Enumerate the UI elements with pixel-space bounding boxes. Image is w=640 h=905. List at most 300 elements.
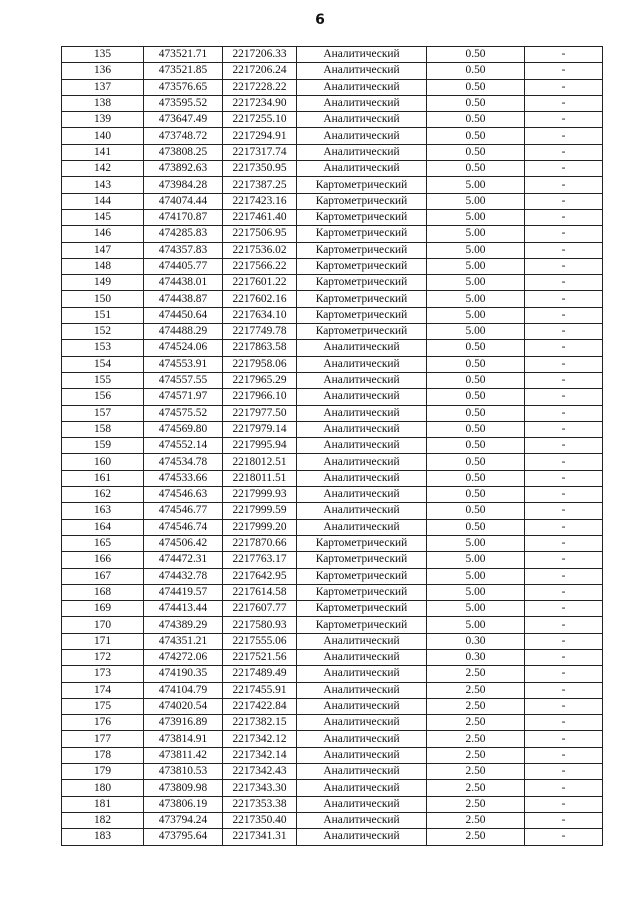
method-cell: Аналитический: [297, 161, 427, 177]
accuracy-cell: 2.50: [427, 796, 525, 812]
x-coordinate-cell: 474357.83: [144, 242, 223, 258]
method-cell: Картометрический: [297, 226, 427, 242]
note-cell: -: [525, 63, 603, 79]
note-cell: -: [525, 340, 603, 356]
x-coordinate-cell: 473576.65: [144, 79, 223, 95]
method-cell: Аналитический: [297, 63, 427, 79]
accuracy-cell: 0.50: [427, 372, 525, 388]
x-coordinate-cell: 473916.89: [144, 715, 223, 731]
y-coordinate-cell: 2217566.22: [223, 258, 297, 274]
table-row: [62, 63, 603, 79]
y-coordinate-cell: 2217966.10: [223, 389, 297, 405]
point-number-cell: 174: [62, 682, 144, 698]
x-coordinate-cell: 474571.97: [144, 389, 223, 405]
y-coordinate-cell: 2217999.20: [223, 519, 297, 535]
accuracy-cell: 0.50: [427, 63, 525, 79]
point-number-cell: 159: [62, 438, 144, 454]
table-row: [62, 780, 603, 796]
method-cell: Аналитический: [297, 503, 427, 519]
y-coordinate-cell: 2217870.66: [223, 535, 297, 551]
method-cell: Аналитический: [297, 633, 427, 649]
y-coordinate-cell: 2217341.31: [223, 829, 297, 845]
note-cell: -: [525, 633, 603, 649]
table-row: [62, 764, 603, 780]
method-cell: Аналитический: [297, 649, 427, 665]
method-cell: Аналитический: [297, 666, 427, 682]
x-coordinate-cell: 473810.53: [144, 764, 223, 780]
accuracy-cell: 0.50: [427, 340, 525, 356]
note-cell: -: [525, 731, 603, 747]
note-cell: -: [525, 584, 603, 600]
note-cell: -: [525, 177, 603, 193]
method-cell: Аналитический: [297, 698, 427, 714]
x-coordinate-cell: 474569.80: [144, 421, 223, 437]
y-coordinate-cell: 2217555.06: [223, 633, 297, 649]
table-row: [62, 829, 603, 845]
x-coordinate-cell: 474285.83: [144, 226, 223, 242]
y-coordinate-cell: 2217863.58: [223, 340, 297, 356]
table-row: [62, 47, 603, 63]
note-cell: -: [525, 829, 603, 845]
accuracy-cell: 5.00: [427, 307, 525, 323]
table-row: [62, 177, 603, 193]
point-number-cell: 161: [62, 470, 144, 486]
method-cell: Аналитический: [297, 405, 427, 421]
point-number-cell: 149: [62, 275, 144, 291]
point-number-cell: 166: [62, 552, 144, 568]
table-row: [62, 307, 603, 323]
y-coordinate-cell: 2217387.25: [223, 177, 297, 193]
y-coordinate-cell: 2217206.33: [223, 47, 297, 63]
accuracy-cell: 0.50: [427, 128, 525, 144]
accuracy-cell: 0.50: [427, 389, 525, 405]
table-row: [62, 649, 603, 665]
method-cell: Картометрический: [297, 275, 427, 291]
table-row: [62, 258, 603, 274]
table-row: [62, 340, 603, 356]
note-cell: -: [525, 487, 603, 503]
point-number-cell: 153: [62, 340, 144, 356]
point-number-cell: 139: [62, 112, 144, 128]
note-cell: -: [525, 552, 603, 568]
x-coordinate-cell: 473521.71: [144, 47, 223, 63]
method-cell: Аналитический: [297, 356, 427, 372]
table-row: [62, 405, 603, 421]
table-row: [62, 128, 603, 144]
method-cell: Картометрический: [297, 601, 427, 617]
y-coordinate-cell: 2217999.93: [223, 487, 297, 503]
method-cell: Аналитический: [297, 812, 427, 828]
y-coordinate-cell: 2218012.51: [223, 454, 297, 470]
coordinates-table-body: [62, 47, 603, 846]
table-row: [62, 454, 603, 470]
x-coordinate-cell: 473808.25: [144, 144, 223, 160]
point-number-cell: 154: [62, 356, 144, 372]
method-cell: Аналитический: [297, 47, 427, 63]
x-coordinate-cell: 474405.77: [144, 258, 223, 274]
accuracy-cell: 5.00: [427, 291, 525, 307]
note-cell: -: [525, 95, 603, 111]
y-coordinate-cell: 2217506.95: [223, 226, 297, 242]
point-number-cell: 152: [62, 324, 144, 340]
table-row: [62, 193, 603, 209]
x-coordinate-cell: 474438.87: [144, 291, 223, 307]
point-number-cell: 158: [62, 421, 144, 437]
method-cell: Аналитический: [297, 128, 427, 144]
y-coordinate-cell: 2217353.38: [223, 796, 297, 812]
x-coordinate-cell: 474450.64: [144, 307, 223, 323]
y-coordinate-cell: 2217342.14: [223, 747, 297, 763]
point-number-cell: 177: [62, 731, 144, 747]
note-cell: -: [525, 421, 603, 437]
note-cell: -: [525, 47, 603, 63]
point-number-cell: 175: [62, 698, 144, 714]
note-cell: -: [525, 112, 603, 128]
y-coordinate-cell: 2217455.91: [223, 682, 297, 698]
x-coordinate-cell: 473984.28: [144, 177, 223, 193]
y-coordinate-cell: 2217642.95: [223, 568, 297, 584]
page-number: 6: [315, 12, 325, 28]
accuracy-cell: 2.50: [427, 829, 525, 845]
point-number-cell: 157: [62, 405, 144, 421]
note-cell: -: [525, 812, 603, 828]
note-cell: -: [525, 79, 603, 95]
note-cell: -: [525, 372, 603, 388]
accuracy-cell: 5.00: [427, 584, 525, 600]
method-cell: Картометрический: [297, 242, 427, 258]
point-number-cell: 151: [62, 307, 144, 323]
table-row: [62, 487, 603, 503]
y-coordinate-cell: 2217607.77: [223, 601, 297, 617]
accuracy-cell: 2.50: [427, 747, 525, 763]
x-coordinate-cell: 474533.66: [144, 470, 223, 486]
method-cell: Аналитический: [297, 731, 427, 747]
x-coordinate-cell: 474553.91: [144, 356, 223, 372]
accuracy-cell: 5.00: [427, 601, 525, 617]
note-cell: -: [525, 193, 603, 209]
table-row: [62, 275, 603, 291]
table-row: [62, 144, 603, 160]
note-cell: -: [525, 796, 603, 812]
accuracy-cell: 5.00: [427, 209, 525, 225]
y-coordinate-cell: 2217965.29: [223, 372, 297, 388]
method-cell: Аналитический: [297, 780, 427, 796]
method-cell: Аналитический: [297, 95, 427, 111]
y-coordinate-cell: 2217763.17: [223, 552, 297, 568]
y-coordinate-cell: 2217422.84: [223, 698, 297, 714]
y-coordinate-cell: 2217234.90: [223, 95, 297, 111]
y-coordinate-cell: 2217228.22: [223, 79, 297, 95]
accuracy-cell: 5.00: [427, 193, 525, 209]
accuracy-cell: 0.50: [427, 421, 525, 437]
method-cell: Картометрический: [297, 584, 427, 600]
table-row: [62, 324, 603, 340]
x-coordinate-cell: 474506.42: [144, 535, 223, 551]
y-coordinate-cell: 2217489.49: [223, 666, 297, 682]
y-coordinate-cell: 2217958.06: [223, 356, 297, 372]
point-number-cell: 137: [62, 79, 144, 95]
note-cell: -: [525, 291, 603, 307]
method-cell: Картометрический: [297, 535, 427, 551]
note-cell: -: [525, 258, 603, 274]
accuracy-cell: 0.50: [427, 438, 525, 454]
point-number-cell: 147: [62, 242, 144, 258]
method-cell: Аналитический: [297, 340, 427, 356]
y-coordinate-cell: 2217343.30: [223, 780, 297, 796]
table-row: [62, 731, 603, 747]
note-cell: -: [525, 747, 603, 763]
method-cell: Аналитический: [297, 829, 427, 845]
note-cell: -: [525, 242, 603, 258]
x-coordinate-cell: 473748.72: [144, 128, 223, 144]
x-coordinate-cell: 474524.06: [144, 340, 223, 356]
method-cell: Картометрический: [297, 568, 427, 584]
y-coordinate-cell: 2217206.24: [223, 63, 297, 79]
table-row: [62, 698, 603, 714]
point-number-cell: 135: [62, 47, 144, 63]
table-row: [62, 209, 603, 225]
y-coordinate-cell: 2217382.15: [223, 715, 297, 731]
point-number-cell: 173: [62, 666, 144, 682]
point-number-cell: 150: [62, 291, 144, 307]
x-coordinate-cell: 474413.44: [144, 601, 223, 617]
x-coordinate-cell: 474272.06: [144, 649, 223, 665]
x-coordinate-cell: 474190.35: [144, 666, 223, 682]
point-number-cell: 146: [62, 226, 144, 242]
y-coordinate-cell: 2217601.22: [223, 275, 297, 291]
note-cell: -: [525, 568, 603, 584]
point-number-cell: 163: [62, 503, 144, 519]
method-cell: Аналитический: [297, 421, 427, 437]
note-cell: -: [525, 144, 603, 160]
x-coordinate-cell: 473809.98: [144, 780, 223, 796]
accuracy-cell: 0.50: [427, 161, 525, 177]
note-cell: -: [525, 226, 603, 242]
accuracy-cell: 0.50: [427, 487, 525, 503]
note-cell: -: [525, 535, 603, 551]
note-cell: -: [525, 405, 603, 421]
point-number-cell: 144: [62, 193, 144, 209]
y-coordinate-cell: 2217255.10: [223, 112, 297, 128]
x-coordinate-cell: 474552.14: [144, 438, 223, 454]
note-cell: -: [525, 438, 603, 454]
point-number-cell: 148: [62, 258, 144, 274]
table-row: [62, 242, 603, 258]
accuracy-cell: 2.50: [427, 764, 525, 780]
note-cell: -: [525, 470, 603, 486]
y-coordinate-cell: 2217521.56: [223, 649, 297, 665]
note-cell: -: [525, 275, 603, 291]
y-coordinate-cell: 2217614.58: [223, 584, 297, 600]
point-number-cell: 155: [62, 372, 144, 388]
y-coordinate-cell: 2217580.93: [223, 617, 297, 633]
accuracy-cell: 5.00: [427, 617, 525, 633]
note-cell: -: [525, 324, 603, 340]
accuracy-cell: 0.50: [427, 47, 525, 63]
accuracy-cell: 2.50: [427, 715, 525, 731]
y-coordinate-cell: 2217999.59: [223, 503, 297, 519]
x-coordinate-cell: 474170.87: [144, 209, 223, 225]
table-row: [62, 552, 603, 568]
table-row: [62, 812, 603, 828]
method-cell: Аналитический: [297, 519, 427, 535]
table-row: [62, 584, 603, 600]
point-number-cell: 136: [62, 63, 144, 79]
note-cell: -: [525, 764, 603, 780]
table-row: [62, 438, 603, 454]
accuracy-cell: 0.30: [427, 649, 525, 665]
point-number-cell: 179: [62, 764, 144, 780]
y-coordinate-cell: 2217995.94: [223, 438, 297, 454]
accuracy-cell: 2.50: [427, 698, 525, 714]
table-row: [62, 519, 603, 535]
point-number-cell: 181: [62, 796, 144, 812]
point-number-cell: 168: [62, 584, 144, 600]
x-coordinate-cell: 474104.79: [144, 682, 223, 698]
x-coordinate-cell: 473795.64: [144, 829, 223, 845]
accuracy-cell: 2.50: [427, 666, 525, 682]
note-cell: -: [525, 161, 603, 177]
accuracy-cell: 0.50: [427, 503, 525, 519]
accuracy-cell: 5.00: [427, 568, 525, 584]
accuracy-cell: 0.50: [427, 95, 525, 111]
note-cell: -: [525, 617, 603, 633]
y-coordinate-cell: 2217350.40: [223, 812, 297, 828]
y-coordinate-cell: 2217749.78: [223, 324, 297, 340]
table-row: [62, 682, 603, 698]
note-cell: -: [525, 503, 603, 519]
note-cell: -: [525, 389, 603, 405]
method-cell: Аналитический: [297, 747, 427, 763]
accuracy-cell: 2.50: [427, 731, 525, 747]
method-cell: Аналитический: [297, 454, 427, 470]
table-row: [62, 389, 603, 405]
note-cell: -: [525, 209, 603, 225]
y-coordinate-cell: 2217350.95: [223, 161, 297, 177]
table-row: [62, 356, 603, 372]
method-cell: Картометрический: [297, 324, 427, 340]
x-coordinate-cell: 473811.42: [144, 747, 223, 763]
point-number-cell: 156: [62, 389, 144, 405]
note-cell: -: [525, 356, 603, 372]
point-number-cell: 138: [62, 95, 144, 111]
method-cell: Картометрический: [297, 177, 427, 193]
table-row: [62, 633, 603, 649]
accuracy-cell: 2.50: [427, 682, 525, 698]
y-coordinate-cell: 2217634.10: [223, 307, 297, 323]
x-coordinate-cell: 473647.49: [144, 112, 223, 128]
x-coordinate-cell: 474534.78: [144, 454, 223, 470]
accuracy-cell: 0.50: [427, 454, 525, 470]
point-number-cell: 182: [62, 812, 144, 828]
x-coordinate-cell: 474020.54: [144, 698, 223, 714]
point-number-cell: 162: [62, 487, 144, 503]
table-row: [62, 95, 603, 111]
note-cell: -: [525, 454, 603, 470]
accuracy-cell: 0.50: [427, 112, 525, 128]
table-row: [62, 568, 603, 584]
method-cell: Аналитический: [297, 715, 427, 731]
table-row: [62, 535, 603, 551]
table-row: [62, 617, 603, 633]
table-row: [62, 291, 603, 307]
table-row: [62, 601, 603, 617]
table-row: [62, 470, 603, 486]
accuracy-cell: 0.30: [427, 633, 525, 649]
point-number-cell: 164: [62, 519, 144, 535]
note-cell: -: [525, 519, 603, 535]
point-number-cell: 183: [62, 829, 144, 845]
point-number-cell: 178: [62, 747, 144, 763]
method-cell: Аналитический: [297, 796, 427, 812]
y-coordinate-cell: 2217342.43: [223, 764, 297, 780]
note-cell: -: [525, 698, 603, 714]
point-number-cell: 141: [62, 144, 144, 160]
x-coordinate-cell: 474432.78: [144, 568, 223, 584]
x-coordinate-cell: 474419.57: [144, 584, 223, 600]
x-coordinate-cell: 474389.29: [144, 617, 223, 633]
accuracy-cell: 0.50: [427, 405, 525, 421]
note-cell: -: [525, 601, 603, 617]
table-row: [62, 372, 603, 388]
x-coordinate-cell: 473814.91: [144, 731, 223, 747]
accuracy-cell: 5.00: [427, 242, 525, 258]
accuracy-cell: 5.00: [427, 324, 525, 340]
point-number-cell: 160: [62, 454, 144, 470]
point-number-cell: 172: [62, 649, 144, 665]
x-coordinate-cell: 473892.63: [144, 161, 223, 177]
method-cell: Аналитический: [297, 438, 427, 454]
y-coordinate-cell: 2217342.12: [223, 731, 297, 747]
y-coordinate-cell: 2218011.51: [223, 470, 297, 486]
x-coordinate-cell: 474546.63: [144, 487, 223, 503]
point-number-cell: 143: [62, 177, 144, 193]
table-row: [62, 79, 603, 95]
x-coordinate-cell: 474488.29: [144, 324, 223, 340]
method-cell: Аналитический: [297, 487, 427, 503]
table-row: [62, 112, 603, 128]
method-cell: Аналитический: [297, 682, 427, 698]
accuracy-cell: 5.00: [427, 177, 525, 193]
x-coordinate-cell: 473794.24: [144, 812, 223, 828]
x-coordinate-cell: 474546.77: [144, 503, 223, 519]
accuracy-cell: 5.00: [427, 226, 525, 242]
point-number-cell: 142: [62, 161, 144, 177]
point-number-cell: 180: [62, 780, 144, 796]
table-row: [62, 503, 603, 519]
method-cell: Картометрический: [297, 307, 427, 323]
method-cell: Аналитический: [297, 112, 427, 128]
accuracy-cell: 0.50: [427, 470, 525, 486]
accuracy-cell: 5.00: [427, 535, 525, 551]
method-cell: Аналитический: [297, 372, 427, 388]
y-coordinate-cell: 2217423.16: [223, 193, 297, 209]
method-cell: Аналитический: [297, 470, 427, 486]
point-number-cell: 167: [62, 568, 144, 584]
table-row: [62, 796, 603, 812]
accuracy-cell: 5.00: [427, 552, 525, 568]
y-coordinate-cell: 2217977.50: [223, 405, 297, 421]
point-number-cell: 176: [62, 715, 144, 731]
accuracy-cell: 5.00: [427, 275, 525, 291]
point-number-cell: 171: [62, 633, 144, 649]
y-coordinate-cell: 2217294.91: [223, 128, 297, 144]
note-cell: -: [525, 128, 603, 144]
point-number-cell: 145: [62, 209, 144, 225]
y-coordinate-cell: 2217602.16: [223, 291, 297, 307]
point-number-cell: 169: [62, 601, 144, 617]
note-cell: -: [525, 715, 603, 731]
